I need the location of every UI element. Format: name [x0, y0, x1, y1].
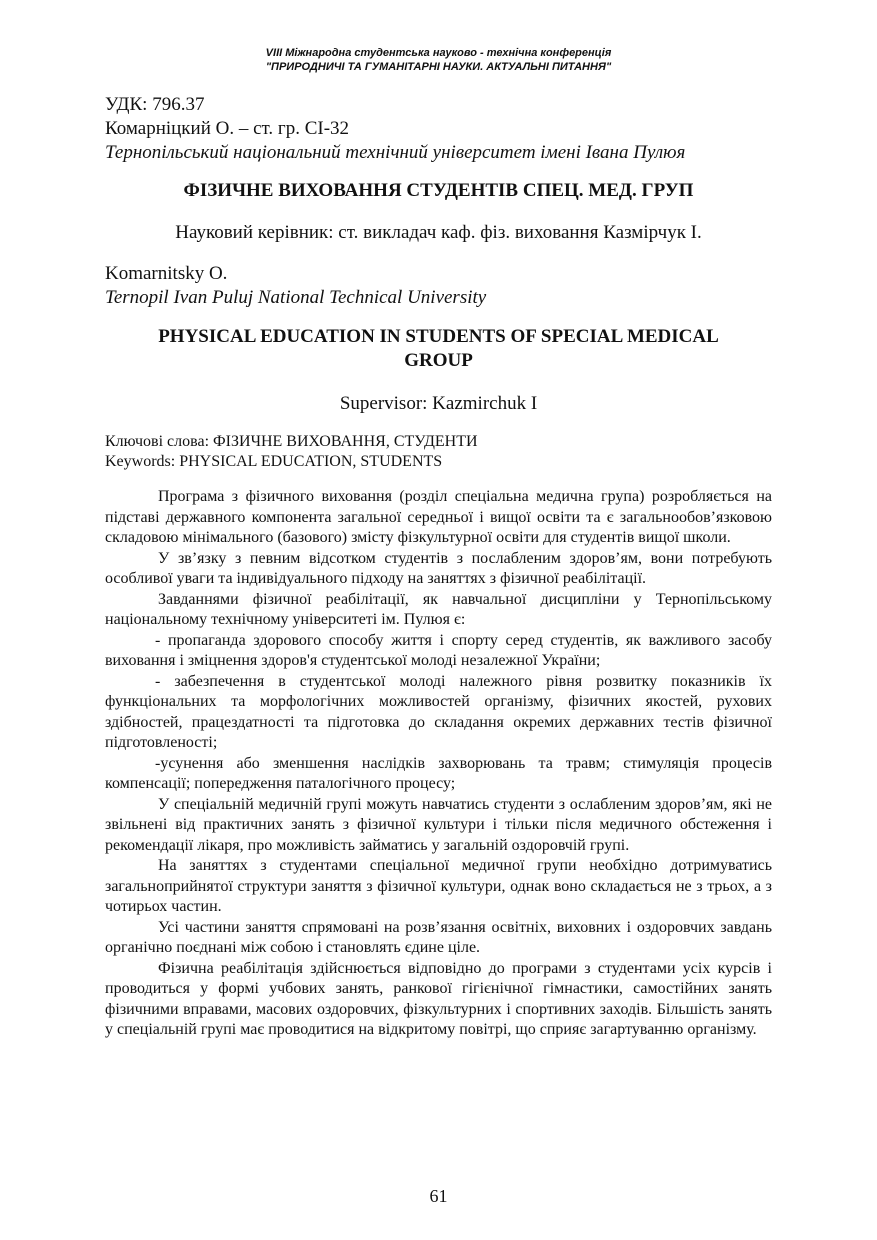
list-item: - забезпечення в студентської молоді належного рівня розвитку показників їх функціональних та морфологічних можливостей організму, фізичних якостей, рухових здібностей, працездатності та підготовка до складання окремих державних тестів фізичної підготовленості; [105, 672, 772, 751]
affiliation-ua: Тернопільський національний технічний університет імені Івана Пулюя [105, 142, 686, 163]
title-en-line2: GROUP [404, 350, 473, 371]
udc-code: УДК: 796.37 [105, 94, 205, 115]
conference-header-line2: "ПРИРОДНИЧІ ТА ГУМАНІТАРНІ НАУКИ. АКТУАЛЬНІ ПИТАННЯ" [265, 61, 612, 73]
paragraph: Програма з фізичного виховання (розділ спеціальна медична група) розробляється на підставі державного компонента загальної середньої і вищої освіти та є загальнообов’язковою складовою мінімального (базового) змісту фізкультурної освіти для студентів вищої школи. [105, 488, 772, 546]
title-ua: ФІЗИЧНЕ ВИХОВАННЯ СТУДЕНТІВ СПЕЦ. МЕД. ГРУП [183, 180, 694, 201]
title-en [105, 325, 772, 373]
conference-header-line1: VIII Міжнародна студентська науково - технічна конференція [265, 47, 612, 59]
supervisor-ua: Науковий керівник: ст. викладач каф. фіз. виховання Казмірчук І. [175, 222, 702, 243]
paragraph: Фізична реабілітація здійснюється відповідно до програми з студентами усіх курсів і проводиться у формі учбових занять, ранкової гігієнічної гімнастики, самостійних занять фізичними вправами, масових оздоровчих, фізкультурних і спортивних заходів. Більшість занять у спеціальній групі має проводитися на відкритому повітрі, що сприяє загартуванню організму. [105, 959, 772, 1038]
author-en: Komarnitsky O. [105, 263, 228, 284]
paragraph: Усі частини заняття спрямовані на розв’язання освітніх, виховних і оздоровчих завдань органічно поєднані між собою і становлять єдине ціле. [105, 918, 772, 956]
page-number: 61 [429, 1186, 448, 1206]
paragraph: Завданнями фізичної реабілітації, як навчальної дисципліни у Тернопільському національному технічному університеті ім. Пулюя є: [105, 590, 772, 628]
author-ua: Комарніцкий О. – ст. гр. СІ-32 [105, 118, 350, 139]
affiliation-en: Ternopil Ivan Puluj National Technical University [105, 287, 487, 308]
supervisor-en: Supervisor: Kazmirchuk I [339, 393, 538, 414]
list-item: - пропаганда здорового способу життя і спорту серед студентів, як важливого засобу виховання і зміцнення здоров'я студентської молоді незалежної України; [105, 631, 772, 669]
paragraph: На заняттях з студентами спеціальної медичної групи необхідно дотримуватись загальноприйнятої структури заняття з фізичної культури, однак воно складається не з трьох, а з чотирьох частин. [105, 857, 772, 915]
title-en-line1: PHYSICAL EDUCATION IN STUDENTS OF SPECIAL MEDICAL [158, 326, 719, 347]
article-body [105, 487, 772, 1041]
keywords-ua: Ключові слова: ФІЗИЧНЕ ВИХОВАННЯ, СТУДЕНТИ [105, 433, 478, 450]
paragraph: У зв’язку з певним відсотком студентів з послабленим здоров’ям, вони потребують особливої уваги та індивідуального підходу на заняттях з фізичної реабілітації. [105, 549, 772, 587]
keywords-en: Keywords: PHYSICAL EDUCATION, STUDENTS [105, 453, 443, 470]
list-item: -усунення або зменшення наслідків захворювань та травм; стимуляція процесів компенсації; попередження паталогічного процесу; [105, 754, 772, 792]
conference-header [0, 46, 877, 74]
paragraph: У спеціальній медичній групі можуть навчатись студенти з ослабленим здоров’ям, які не звільнені від практичних занять з фізичної культури і тільки після медичного обстеження і рекомендації лікаря, про можливість займатись у загальній оздоровчій групі. [105, 795, 772, 854]
